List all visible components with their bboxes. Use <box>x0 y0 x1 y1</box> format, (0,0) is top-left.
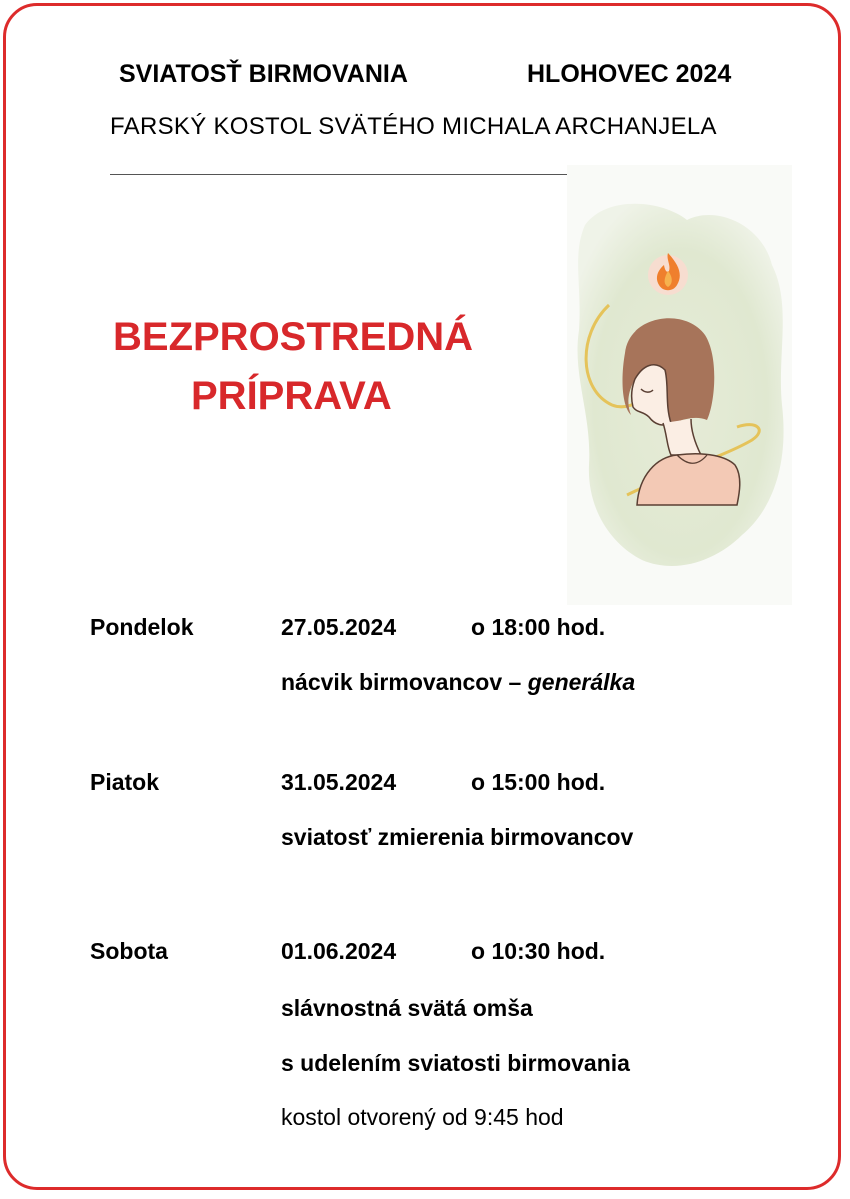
schedule-day: Sobota <box>90 938 168 964</box>
header-subtitle: FARSKÝ KOSTOL SVÄTÉHO MICHALA ARCHANJELA <box>110 113 717 140</box>
description-italic: generálka <box>527 669 636 695</box>
schedule-time: o 10:30 hod. <box>471 938 606 964</box>
heading-line-1: BEZPROSTREDNÁ <box>113 315 474 359</box>
schedule-description: sviatosť zmierenia birmovancov <box>281 824 634 850</box>
schedule-time: o 18:00 hod. <box>471 614 606 640</box>
schedule-date: 27.05.2024 <box>281 614 397 640</box>
schedule-date: 31.05.2024 <box>281 769 397 795</box>
schedule-day: Piatok <box>90 769 160 795</box>
schedule-day: Pondelok <box>90 614 194 640</box>
schedule-description <box>281 669 635 696</box>
heading-line-2: PRÍPRAVA <box>191 374 392 418</box>
schedule-note: kostol otvorený od 9:45 hod <box>281 1104 564 1130</box>
header-right: HLOHOVEC 2024 <box>527 60 732 88</box>
schedule-date: 01.06.2024 <box>281 938 397 964</box>
description-text: nácvik birmovancov – <box>281 669 528 695</box>
schedule-time: o 15:00 hod. <box>471 769 606 795</box>
header-left: SVIATOSŤ BIRMOVANIA <box>119 60 408 88</box>
schedule-description: s udelením sviatosti birmovania <box>281 1050 630 1076</box>
confirmation-illustration <box>567 165 792 605</box>
header-divider <box>110 174 568 175</box>
schedule-description: slávnostná svätá omša <box>281 995 533 1021</box>
